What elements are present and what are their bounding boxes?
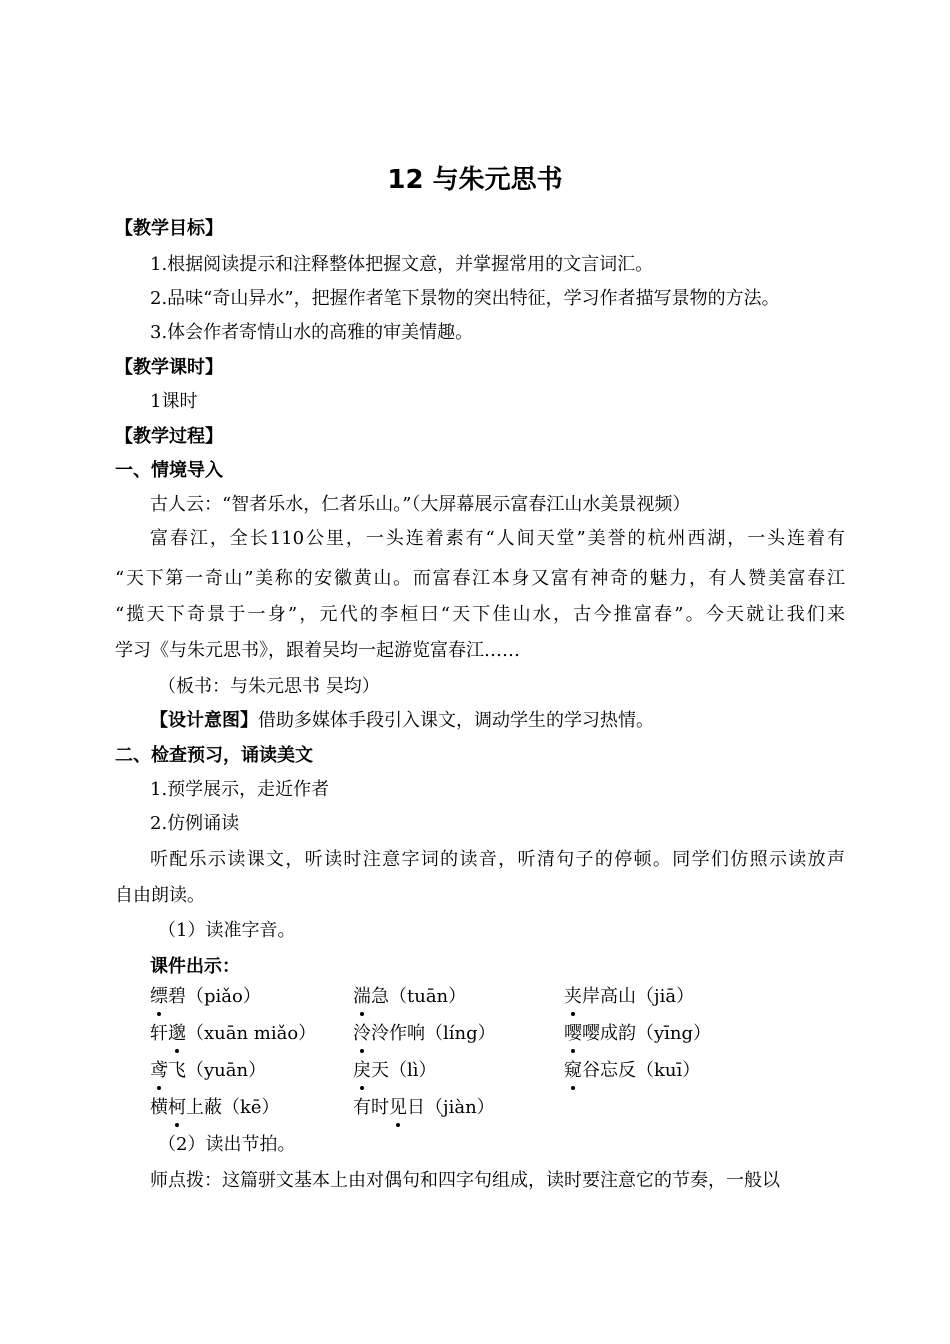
objective-1: 1.根据阅读提示和注释整体把握文意，并掌握常用的文言词汇。 <box>150 254 654 275</box>
read-pronunciation: （1）读准字音。 <box>158 920 296 941</box>
part2-item-1: 1.预学展示，走近作者 <box>150 779 330 800</box>
courseware-label: 课件出示： <box>150 956 240 977</box>
part1-paragraph-2-line-3: “揽天下奇景于一身”，元代的李桓曰“天下佳山水，古今推富春”。今天就让我们来 <box>115 604 845 625</box>
objective-3: 3.体会作者寄情山水的高雅的审美情趣。 <box>150 322 474 343</box>
vocab-item: 湍急（tuān） <box>353 980 466 1014</box>
part2-heading: 二、检查预习，诵读美文 <box>115 745 313 766</box>
vocab-item: 缥碧（piǎo） <box>150 980 261 1014</box>
vocab-item: 夹岸高山（jiā） <box>564 980 694 1014</box>
vocab-item: 窥谷忘反（kuī） <box>564 1054 700 1088</box>
part1-paragraph-2-line-1: 富春江，全长110公里，一头连着素有“人间天堂”美誉的杭州西湖，一头连着有 <box>150 528 845 549</box>
part1-paragraph-2-line-4: 学习《与朱元思书》，跟着吴均一起游览富春江…… <box>115 640 520 661</box>
part2-item-2: 2.仿例诵读 <box>150 813 240 834</box>
design-intent <box>150 704 845 738</box>
part1-paragraph-1: 古人云：“智者乐水，仁者乐山。”（大屏幕展示富春江山水美景视频） <box>150 494 691 515</box>
read-rhythm: （2）读出节拍。 <box>158 1134 296 1155</box>
objective-2: 2.品味“奇山异水”，把握作者笔下景物的突出特征，学习作者描写景物的方法。 <box>150 288 780 309</box>
design-intent-label: 【设计意图】 <box>150 710 258 731</box>
page-title: 12 与朱元思书 <box>387 165 563 195</box>
vocab-item: 横柯上蔽（kē） <box>150 1091 280 1125</box>
hours-heading: 【教学课时】 <box>115 357 223 378</box>
objectives-heading: 【教学目标】 <box>115 218 223 239</box>
vocab-item: 戾天（lì） <box>353 1054 437 1088</box>
board-note: （板书：与朱元思书 吴均） <box>158 676 380 697</box>
design-intent-text: 借助多媒体手段引入课文，调动学生的学习热情。 <box>258 710 654 731</box>
vocab-item: 泠泠作响（líng） <box>353 1017 496 1051</box>
part1-paragraph-2-line-2: “天下第一奇山”美称的安徽黄山。而富春江本身又富有神奇的魅力，有人赞美富春江 <box>115 568 845 589</box>
vocab-item: 轩邈（xuān miǎo） <box>150 1017 316 1051</box>
vocab-item: 嘤嘤成韵（yīng） <box>564 1017 711 1051</box>
part1-heading: 一、情境导入 <box>115 460 223 481</box>
process-heading: 【教学过程】 <box>115 426 223 447</box>
hours-text: 1课时 <box>150 391 198 412</box>
part2-paragraph-line-1: 听配乐示读课文，听读时注意字词的读音，听清句子的停顿。同学们仿照示读放声 <box>150 849 845 870</box>
part2-paragraph-line-2: 自由朗读。 <box>115 885 205 906</box>
teacher-note: 师点拨：这篇骈文基本上由对偶句和四字句组成，读时要注意它的节奏，一般以 <box>150 1170 780 1191</box>
vocab-item: 有时见日（jiàn） <box>353 1091 495 1125</box>
vocab-item: 鸢飞（yuān） <box>150 1054 266 1088</box>
